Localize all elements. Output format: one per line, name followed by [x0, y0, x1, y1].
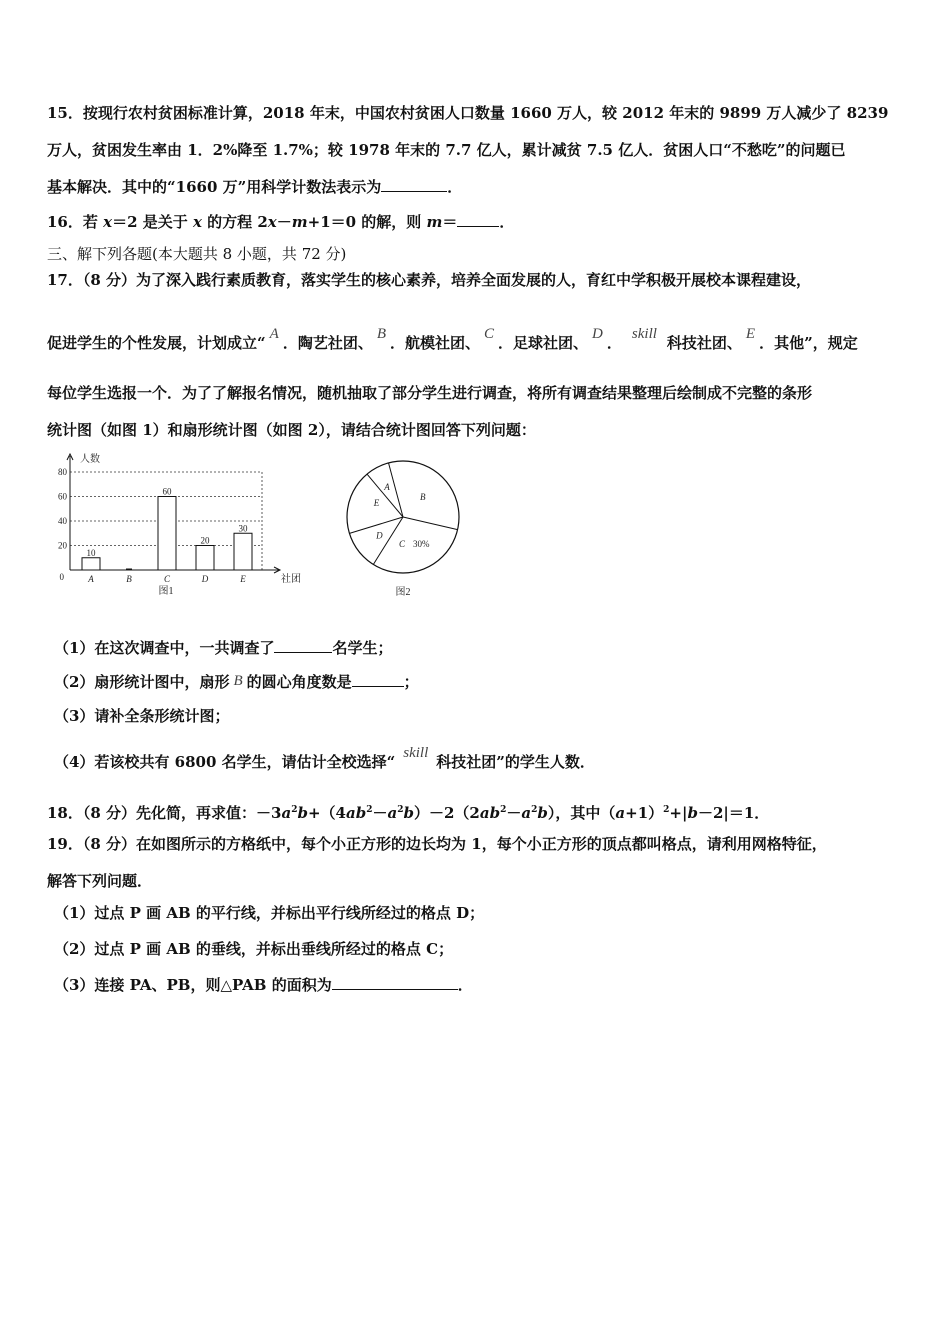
pie-slice-label: D [376, 530, 383, 541]
x-tick-label: D [201, 574, 209, 584]
q17-sub-2: （2）扇形统计图中，扇形 B 的圆心角度数是 ； [54, 673, 419, 691]
answer-blank [274, 638, 332, 653]
q15-line-3: 基本解决．其中的“1660 万”用科学计数法表示为 ． [47, 178, 463, 196]
figure-caption: 图1 [158, 586, 174, 597]
q19-sub-2: （2）过点 P 画 AB 的垂线，并标出垂线所经过的格点 C； [54, 940, 454, 958]
q17-line-2: 促进学生的个性发展，计划成立“ A ．陶艺社团、 B ．航模社团、 C ．足球社团、 D ． skill 科技社团、 E ．其他”，规定 [47, 326, 858, 352]
pie-slice-label: A [384, 481, 390, 492]
q17-line-4: 统计图（如图 1）和扇形统计图（如图 2），请结合统计图回答下列问题： [47, 421, 536, 439]
q19-sub-3: （3）连接 PA、PB，则△PAB 的面积为 ． [54, 976, 473, 994]
bar-value-label: 60 [162, 486, 172, 497]
y-tick-label: 60 [58, 491, 67, 502]
q19-line-2: 解答下列问题． [47, 872, 153, 890]
q19-sub-1: （1）过点 P 画 AB 的平行线，并标出平行线所经过的格点 D； [54, 904, 485, 922]
bar-value-label: 30 [238, 523, 248, 534]
y-tick-label: 20 [58, 540, 67, 551]
q15-line-2: 万人，贫困发生率由 1．2%降至 1.7%；较 1978 年末的 7.7 亿人，累计减贫 7.5 亿人．贫困人口“不愁吃”的问题已 [47, 141, 846, 159]
bar-value-label: 10 [86, 547, 96, 558]
x-axis-label: 社团 [281, 574, 301, 585]
answer-blank [381, 177, 447, 192]
section-heading: 三、解下列各题(本大题共 8 小题，共 72 分) [47, 245, 347, 263]
bar-chart-figure-1 [48, 448, 318, 603]
q16-line: 16．若 x＝2 是关于 x 的方程 2x－m+1＝0 的解，则 m＝ ． [47, 213, 515, 231]
pie-chart-figure-2 [335, 455, 475, 605]
x-tick-label: A [88, 574, 94, 584]
x-tick-label: C [163, 574, 171, 584]
x-tick-label: B [126, 574, 132, 584]
x-tick-label: E [240, 574, 246, 584]
q17-sub-4: （4）若该校共有 6800 名学生，请估计全校选择“ skill 科技社团”的学生人数． [54, 745, 595, 771]
pie-percent-annotation: 30% [413, 539, 430, 549]
answer-blank [332, 975, 458, 990]
answer-blank [457, 212, 499, 227]
bar [158, 497, 176, 571]
q15-line-1: 15．按现行农村贫困标准计算，2018 年末，中国农村贫困人口数量 1660 万人，较 2012 年末的 9899 万人减少了 8239 [47, 104, 889, 122]
y-tick-label: 40 [58, 516, 67, 526]
q17-line-3: 每位学生选报一个．为了了解报名情况，随机抽取了部分学生进行调查，将所有调查结果整理后绘制成不完整的条形 [47, 384, 813, 402]
pie-slice-label: C [399, 539, 406, 549]
y-tick-label: 80 [58, 467, 67, 477]
q17-sub-3: （3）请补全条形统计图； [54, 707, 230, 725]
y-tick-label: 0 [59, 572, 64, 582]
bar [82, 558, 100, 570]
figure-caption: 图2 [395, 587, 411, 598]
pie-slice-label: E [373, 497, 380, 508]
bar [234, 533, 252, 570]
q17-line-1: 17．（8 分）为了深入践行素质教育，落实学生的核心素养，培养全面发展的人，育红中学积极开展校本课程建设， [47, 271, 812, 289]
y-axis-label: 人数 [80, 454, 100, 465]
q19-line-1: 19．（8 分）在如图所示的方格纸中，每个小正方形的边长均为 1，每个小正方形的顶点都叫格点，请利用网格特征， [47, 835, 827, 853]
q17-sub-1: （1）在这次调查中，一共调查了 名学生； [54, 639, 393, 657]
pie-slice-label: B [420, 492, 426, 503]
bar-value-label: 20 [200, 535, 210, 546]
bar [196, 546, 214, 571]
q18-line: 18．（8 分）先化简，再求值：$-3a^2b+(4ab^2-a^2b)-2(2ab^2-a^2b)$，其中$(a+1)^2+|b-2|=1$． [47, 804, 770, 822]
answer-blank [352, 672, 404, 687]
